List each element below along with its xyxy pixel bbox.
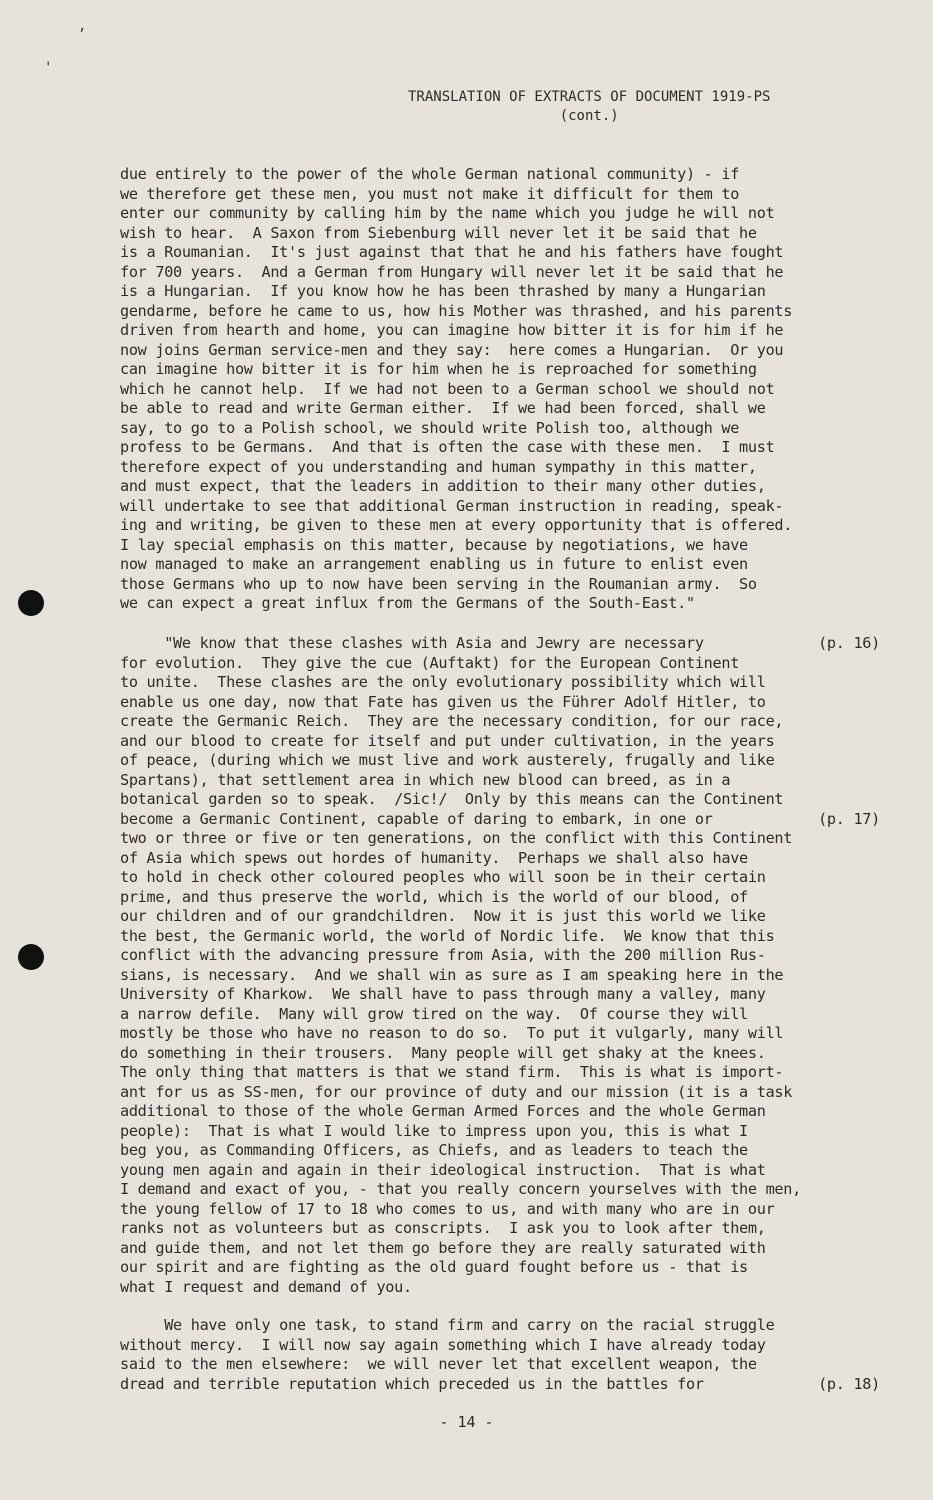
text-line: for 700 years. And a German from Hungary will never let it be said that he xyxy=(120,262,784,281)
text-line: ant for us as SS-men, for our province of duty and our mission (it is a task xyxy=(120,1082,793,1101)
text-line: enable us one day, now that Fate has given us the Führer Adolf Hitler, to xyxy=(120,692,766,711)
text-line: said to the men elsewhere: we will never let that excellent weapon, the xyxy=(120,1355,757,1373)
text-line: beg you, as Commanding Officers, as Chiefs, and as leaders to teach the xyxy=(120,1141,748,1159)
text-line: will undertake to see that additional German instruction in reading, speak- xyxy=(120,496,784,515)
text-line: our children and of our grandchildren. Now it is just this world we like xyxy=(120,907,766,925)
document-subtitle: (cont.) xyxy=(559,108,619,124)
text-line: Spartans), that settlement area in which new blood can breed, as in a xyxy=(120,770,731,789)
text-line: we can expect a great influx from the Germans of the South-East." xyxy=(120,594,695,612)
text-line: gendarme, before he came to us, how his Mother was thrashed, and his parents xyxy=(120,301,793,320)
text-line: profess to be Germans. And that is often the case with these men. I must xyxy=(120,438,775,456)
page-reference: (p. 18) xyxy=(818,1374,880,1393)
margin-mark: , xyxy=(78,18,87,34)
text-line: and guide them, and not let them go before they are really saturated with xyxy=(120,1238,766,1257)
text-line: conflict with the advancing pressure from Asia, with the 200 million Rus- xyxy=(120,946,766,964)
paragraph-1 xyxy=(120,165,880,614)
text-line: those Germans who up to now have been serving in the Roumanian army. So xyxy=(120,574,757,593)
text-line: what I request and demand of you. xyxy=(120,1277,412,1296)
text-line: a narrow defile. Many will grow tired on the way. Of course they will xyxy=(120,1004,748,1023)
text-line: become a Germanic Continent, capable of daring to embark, in one or xyxy=(120,809,713,828)
text-line: due entirely to the power of the whole German national community) - if xyxy=(120,165,740,183)
margin-mark: ' xyxy=(44,60,53,76)
page-reference: (p. 17) xyxy=(818,809,880,828)
text-line: prime, and thus preserve the world, which is the world of our blood, of xyxy=(120,887,748,906)
text-line: wish to hear. A Saxon from Siebenburg will never let it be said that he xyxy=(120,223,757,242)
text-line: without mercy. I will now say again something which I have already today xyxy=(120,1335,766,1354)
text-line: I demand and exact of you, - that you really concern yourselves with the men, xyxy=(120,1180,801,1198)
document-heading xyxy=(408,88,770,126)
text-line: young men again and again in their ideological instruction. That is what xyxy=(120,1160,766,1179)
text-line: of Asia which spews out hordes of humanity. Perhaps we shall also have xyxy=(120,848,748,867)
text-line: botanical garden so to speak. /Sic!/ Only by this means can the Continent xyxy=(120,790,784,808)
text-line: our spirit and are fighting as the old guard fought before us - that is xyxy=(120,1258,748,1276)
text-line: the young fellow of 17 to 18 who comes to us, and with many who are in our xyxy=(120,1199,775,1218)
text-line: ing and writing, be given to these men at every opportunity that is offered. xyxy=(120,516,793,534)
text-line: driven from hearth and home, you can imagine how bitter it is for him if he xyxy=(120,321,784,339)
text-line: two or three or five or ten generations, on the conflict with this Continent xyxy=(120,829,793,847)
paragraph-2 xyxy=(120,634,880,1297)
text-line: and must expect, that the leaders in addition to their many other duties, xyxy=(120,477,766,495)
text-line: The only thing that matters is that we stand firm. This is what is import- xyxy=(120,1063,784,1081)
text-line: of peace, (during which we must live and work austerely, frugally and like xyxy=(120,751,775,769)
text-line: the best, the Germanic world, the world of Nordic life. We know that this xyxy=(120,926,775,945)
text-line: which he cannot help. If we had not been to a German school we should not xyxy=(120,379,775,398)
text-line: people): That is what I would like to impress upon you, this is what I xyxy=(120,1121,748,1140)
text-line: "We know that these clashes with Asia and Jewry are necessary xyxy=(120,634,704,652)
text-line: I lay special emphasis on this matter, because by negotiations, we have xyxy=(120,535,748,554)
text-line: say, to go to a Polish school, we should write Polish too, although we xyxy=(120,418,740,437)
text-line: enter our community by calling him by the name which you judge he will not xyxy=(120,204,775,222)
text-line: can imagine how bitter it is for him when he is reproached for something xyxy=(120,360,757,378)
text-line: sians, is necessary. And we shall win as sure as I am speaking here in the xyxy=(120,965,784,984)
text-line: ranks not as volunteers but as conscripts. I ask you to look after them, xyxy=(120,1219,766,1237)
text-line: We have only one task, to stand firm and carry on the racial struggle xyxy=(120,1316,775,1334)
paragraph-3 xyxy=(120,1316,880,1394)
text-line: be able to read and write German either. If we had been forced, shall we xyxy=(120,399,766,417)
page-reference: (p. 16) xyxy=(818,634,880,652)
punch-hole xyxy=(18,590,44,616)
text-line: therefore expect of you understanding and human sympathy in this matter, xyxy=(120,457,757,476)
text-line: create the Germanic Reich. They are the necessary condition, for our race, xyxy=(120,712,784,730)
text-line: now managed to make an arrangement enabling us in future to enlist even xyxy=(120,555,748,573)
text-line: is a Roumanian. It's just against that that he and his fathers have fought xyxy=(120,243,784,261)
text-line: to hold in check other coloured peoples who will soon be in their certain xyxy=(120,868,766,886)
text-line: and our blood to create for itself and put under cultivation, in the years xyxy=(120,731,775,750)
text-line: is a Hungarian. If you know how he has been thrashed by many a Hungarian xyxy=(120,282,766,300)
text-line: mostly be those who have no reason to do so. To put it vulgarly, many will xyxy=(120,1024,784,1042)
text-line: we therefore get these men, you must not make it difficult for them to xyxy=(120,184,740,203)
page-number: - 14 - xyxy=(439,1413,494,1431)
text-line: do something in their trousers. Many people will get shaky at the knees. xyxy=(120,1043,766,1062)
text-line: now joins German service-men and they say: here comes a Hungarian. Or you xyxy=(120,340,784,359)
text-line: to unite. These clashes are the only evolutionary possibility which will xyxy=(120,673,766,691)
punch-hole xyxy=(18,944,44,970)
document-title: TRANSLATION OF EXTRACTS OF DOCUMENT 1919-PS xyxy=(408,89,771,105)
text-line: for evolution. They give the cue (Auftakt) for the European Continent xyxy=(120,653,740,672)
text-line: University of Kharkow. We shall have to pass through many a valley, many xyxy=(120,985,766,1003)
text-line: additional to those of the whole German Armed Forces and the whole German xyxy=(120,1102,766,1120)
text-line: dread and terrible reputation which preceded us in the battles for xyxy=(120,1374,704,1393)
